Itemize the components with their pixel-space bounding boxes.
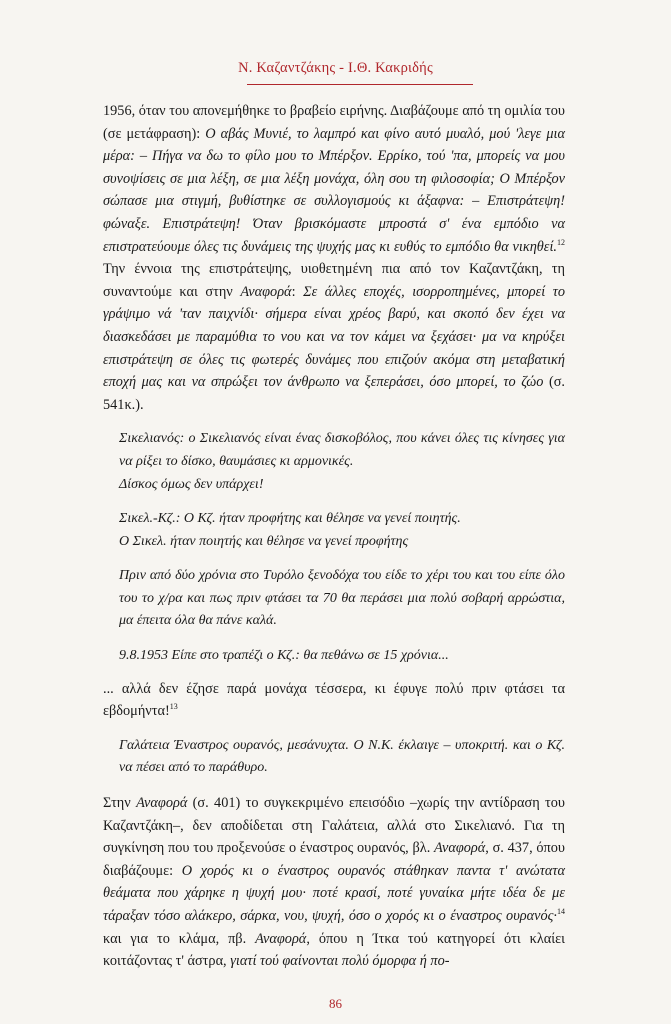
- footnote-marker-12: 12: [557, 237, 565, 247]
- paragraph-2: [103, 678, 565, 723]
- paragraph-1: [103, 100, 565, 416]
- quote-line: Δίσκος όμως δεν υπάρχει!: [119, 476, 264, 492]
- footnote-marker-14: 14: [557, 907, 565, 916]
- paragraph-3: [103, 792, 565, 973]
- text-run: , σ. 437, όπου διαβάζουμε:: [103, 840, 565, 879]
- running-head-rule: [247, 84, 473, 85]
- diary-quote-2: [119, 508, 565, 553]
- diary-quote-4: 9.8.1953 Είπε στο τραπέζι ο Κζ.: θα πεθάνω σε 15 χρόνια...: [119, 648, 449, 664]
- book-title: Αναφορά: [434, 840, 486, 857]
- footnote-marker-13: 13: [169, 702, 178, 712]
- book-title: Αναφορά: [240, 283, 292, 300]
- text-run: , όπου η Ίτκα τού κατηγορεί ότι κλαίει κοιτάζοντας τ' άστρα,: [103, 930, 565, 970]
- diary-quote-1: [119, 428, 565, 496]
- text-run: (σ. 401) το συγκεκριμένο επεισόδιο –χωρίς την αντίδραση του Καζαντζάκη–, δεν αποδίδεται στη Γαλάτεια, αλλά στο Σικελιανό. Για τη συγκίνηση που του προξενούσε ο έναστρος ουρανός, βλ.: [103, 795, 566, 857]
- italic-quotation: Ο χορός κι ο έναστρος ουρανός στάθηκαν παντα τ' ανώτατα θεάματα που χάρηκε η ψυχή μου· ποτέ κρασί, ποτέ γυναίκα μήτε ιδέα δε με τάραξαν τόσο αλάκερο, σάρκα, νου, ψυχή, όσο ο χορός κι ο έναστρος ουρανός·: [103, 862, 566, 924]
- book-title: Αναφορά: [136, 795, 188, 812]
- italic-quotation: γιατί τού φαίνονται πολύ όμορφα ή πο-: [230, 953, 450, 970]
- page-number: 86: [329, 996, 342, 1011]
- book-title: Αναφορά: [255, 930, 307, 947]
- quote-line: Σικελ.-Κζ.: Ο Κζ. ήταν προφήτης και θέλησε να γενεί ποιητής.: [119, 511, 461, 527]
- diary-quote-3: Πριν από δύο χρόνια στο Τυρόλο ξενοδόχα του είδε το χέρι του και του είπε όλο του το χ/ρα και πως πριν φτάσει τα 70 θα περάσει μια πολύ σοβαρή αρρώστια, μα έπειτα όλα θα πάνε καλά.: [119, 568, 565, 629]
- text-run: και για το κλάμα, πβ.: [103, 930, 256, 947]
- text-run: ... αλλά δεν έζησε παρά μονάχα τέσσερα, κι έφυγε πολύ πριν φτάσει τα εβδομήντα!: [103, 680, 565, 720]
- italic-quotation: Σε άλλες εποχές, ισορροπημένες, μπορεί το γράψιμο νά 'ταν παιχνίδι· σήμερα είναι χρέος βαρύ, και σκοπό δεν έχει να διασκεδάσει με παραμύθια το νου και να τον κάμει να ξεχάσει· μα να κηρύξει επιστράτεψη σε όλες τις φωτερές δυνάμες που επιζούν ακόμα στη μεταβατική εποχή μας και να σπρώξει τον άνθρωπο να ξεπεράσει, όσο μπορεί, το ζώο: [103, 283, 566, 391]
- text-run: Στην: [103, 795, 137, 812]
- text-run: 1956, όταν του απονεμήθηκε το βραβείο ειρήνης. Διαβάζουμε από τη ομιλία του (σε μετάφραση):: [103, 103, 565, 142]
- text-run: Την έννοια της επιστράτεψης, υιοθετημένη πια από τον Καζαντζάκη, τη συναντούμε και στην: [103, 261, 565, 300]
- text-run: (σ. 541κ.).: [103, 374, 565, 413]
- running-head: Ν. Καζαντζάκης - Ι.Θ. Κακριδής: [238, 60, 433, 76]
- diary-quote-6: Γαλάτεια Έναστρος ουρανός, μεσάνυχτα. Ο Ν.Κ. έκλαιγε – υποκριτή. και ο Κζ. να πέσει από το παράθυρο.: [119, 737, 565, 776]
- quote-line: Σικελιανός: ο Σικελιανός είναι ένας δισκοβόλος, που κάνει όλες τις κίνησες για να ρίξει το δίσκο, θαυμάσιες κι αρμονικές.: [119, 431, 565, 469]
- quote-line: Ο Σικελ. ήταν ποιητής και θέλησε να γενεί προφήτης: [119, 533, 409, 549]
- italic-quotation: Ο αβάς Μυνιέ, το λαμπρό και φίνο αυτό μυαλό, μού 'λεγε μια μέρα: – Πήγα να δω το φίλο μου το Μπέρξον. Ερρίκο, τού 'πα, μπορείς να μου συνοψίσεις σε μια λέξη, σε μια λέξη μονάχα, όλη σου τη φιλοσοφία; Ο Μπέρξον σώπασε μια στιγμή, βυθίστηκε σε συλλογισμούς κι άξαφνα: – Επιστράτεψη! φώναξε. Επιστράτεψη! Όταν βρισκόμαστε μπροστά σ' ένα εμπόδιο να επιστρατεύουμε όλες τις δυνάμεις της ψυχής μας κι ευθύς το εμπόδιο θα νικηθεί.: [103, 125, 565, 255]
- page-body: [103, 100, 565, 973]
- text-run: :: [291, 283, 304, 300]
